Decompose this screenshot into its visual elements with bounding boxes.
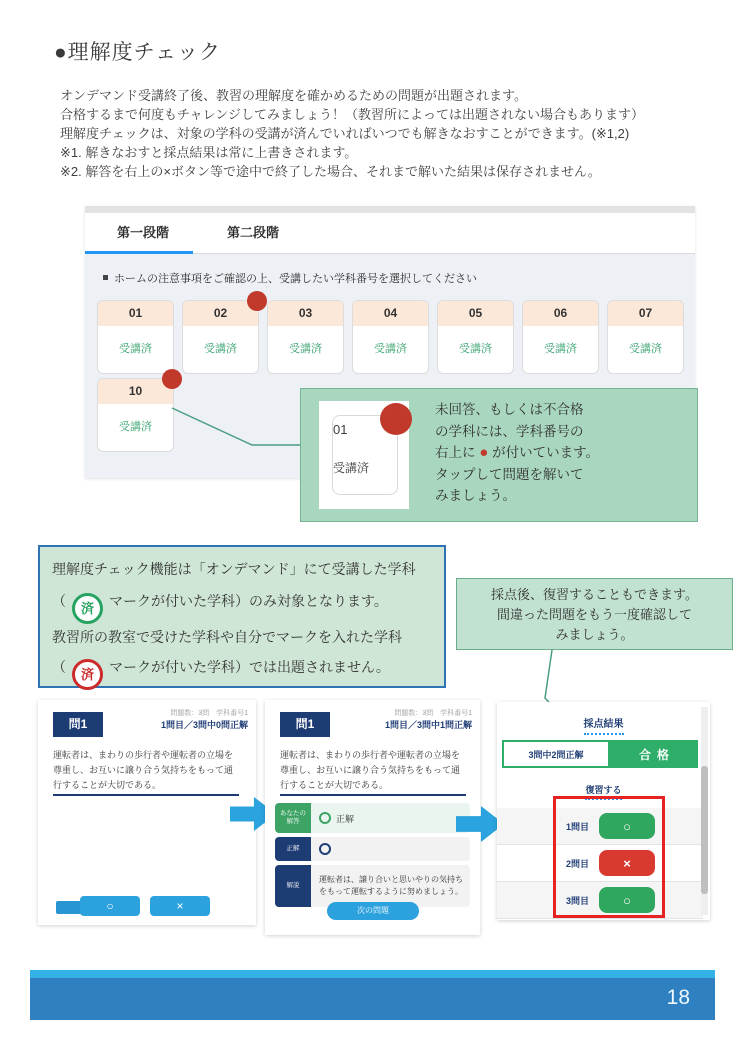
- mark-wrong-pill: ×: [599, 850, 655, 876]
- subject-number: 01: [333, 422, 348, 437]
- footer-accent-strip: [30, 970, 715, 978]
- subject-card-01[interactable]: [97, 300, 174, 374]
- next-question-button[interactable]: 次の問題: [327, 902, 419, 920]
- subject-status: 受講済: [544, 343, 577, 355]
- pass-badge: 合格: [610, 740, 698, 768]
- red-dot-glyph: ●: [479, 444, 489, 461]
- subject-card-10[interactable]: [97, 378, 174, 452]
- correct-answer-label: 正解: [275, 837, 311, 861]
- result-row-1[interactable]: [497, 808, 703, 845]
- answer-result-rows: [275, 803, 470, 911]
- subject-status: 受講済: [289, 343, 322, 355]
- result-row-label: 1問目: [565, 821, 589, 832]
- explanation-text: 運転者は、譲り合いと思いやりの気持ちをもって運転するように努めましょう。: [311, 865, 470, 907]
- window-top-strip: [85, 206, 695, 213]
- subject-number: 03: [268, 301, 343, 326]
- answer-true-button[interactable]: ○: [80, 896, 140, 916]
- question-progress: 1問目／3問中1問正解: [384, 720, 472, 730]
- question-screen-answer: [38, 700, 256, 925]
- done-badge-red: 済: [72, 659, 103, 690]
- subject-number: 02: [183, 301, 258, 326]
- subject-card-03[interactable]: [267, 300, 344, 374]
- question-meta: 問題数：3問 学科番号1: [170, 710, 248, 717]
- intro-line: ※2. 解答を右上の×ボタン等で途中で終了した場合、それまで解いた結果は保存されません。: [60, 164, 601, 179]
- score-result-title: 採点結果: [497, 714, 710, 735]
- example-subject-card: [332, 415, 398, 495]
- scope-line2: （ 済 マークが付いた学科）のみ対象となります。: [52, 591, 388, 624]
- page-number: 18: [666, 986, 690, 1009]
- intro-line: ※1. 解きなおすと採点結果は常に上書きされます。: [60, 145, 358, 160]
- alert-dot-icon: [247, 291, 267, 311]
- correct-answer-row: [275, 837, 470, 861]
- subject-status: 受講済: [119, 343, 152, 355]
- done-badge-green: 済: [72, 593, 103, 624]
- mark-correct-pill: ○: [599, 887, 655, 913]
- scope-note-box: [38, 545, 446, 688]
- explanation-row: [275, 865, 470, 907]
- question-screen-feedback: [265, 700, 480, 935]
- result-row-label: 3問目: [565, 895, 589, 906]
- alert-dot-callout: [300, 388, 698, 522]
- question-progress: 1問目／3問中0問正解: [160, 720, 248, 730]
- divider: [280, 794, 466, 796]
- scrollbar-thumb[interactable]: [701, 766, 708, 894]
- active-tab-underline: [85, 251, 193, 254]
- review-button[interactable]: 復習する: [497, 780, 710, 800]
- your-answer-row: [275, 803, 470, 833]
- subject-card-05[interactable]: [437, 300, 514, 374]
- question-number-badge: 問1: [280, 712, 330, 737]
- subject-number: 01: [98, 301, 173, 326]
- score-value: 3問中2問正解: [502, 740, 610, 768]
- question-text: 運転者は、まわりの歩行者や運転者の立場を尊重し、お互いに譲り合う気持ちをもって通行することが大切である。: [280, 750, 461, 790]
- page-title: ●理解度チェック: [54, 41, 222, 64]
- alert-dot-icon: [380, 403, 412, 435]
- score-bar: [502, 740, 698, 768]
- circle-mark-icon: [319, 812, 331, 824]
- your-answer-value: 正解: [336, 813, 355, 824]
- subject-card-02[interactable]: [182, 300, 259, 374]
- footer-main-bar: [30, 978, 715, 1020]
- divider: [53, 794, 239, 796]
- intro-line: 理解度チェックは、対象の学科の受講が済んでいればいつでも解きなおすことができます。(※1,2): [60, 126, 630, 141]
- score-result-screen: [497, 702, 710, 920]
- question-number-badge: 問1: [53, 712, 103, 737]
- mark-correct-pill: ○: [599, 813, 655, 839]
- subject-number: 05: [438, 301, 513, 326]
- alert-dot-icon: [162, 369, 182, 389]
- stage-tabbar: [85, 213, 695, 254]
- intro-line: オンデマンド受講終了後、教習の理解度を確かめるための問題が出題されます。: [60, 88, 527, 103]
- example-card-panel: [319, 401, 409, 509]
- explanation-label: 解説: [275, 865, 311, 907]
- subject-card-07[interactable]: [607, 300, 684, 374]
- question-text: 運転者は、まわりの歩行者や運転者の立場を尊重し、お互いに譲り合う気持ちをもって通行することが大切である。: [53, 750, 234, 790]
- subject-card-06[interactable]: [522, 300, 599, 374]
- result-row-label: 2問目: [565, 858, 589, 869]
- result-row-3[interactable]: [497, 882, 703, 919]
- scope-line1: 理解度チェック機能は「オンデマンド」にて受講した学科: [52, 561, 416, 577]
- subject-status: 受講済: [119, 421, 152, 433]
- review-callout: 採点後、復習することもできます。 間違った問題をもう一度確認して みましょう。: [456, 578, 733, 650]
- subject-number: 06: [523, 301, 598, 326]
- notice-text: ホームの注意事項をご確認の上、受講したい学科番号を選択してください: [103, 270, 477, 286]
- subject-number: 10: [98, 379, 173, 404]
- question-result-list: [497, 808, 703, 919]
- subject-card-04[interactable]: [352, 300, 429, 374]
- tab-stage-2[interactable]: 第二段階: [226, 225, 279, 240]
- result-row-2[interactable]: [497, 845, 703, 882]
- subject-number: 04: [353, 301, 428, 326]
- subject-status: 受講済: [333, 461, 370, 475]
- scope-line4: （ 済 マークが付いた学科）では出題されません。: [52, 657, 390, 690]
- answer-false-button[interactable]: ×: [150, 896, 210, 916]
- subject-status: 受講済: [204, 343, 237, 355]
- bullet-square-icon: [103, 275, 108, 280]
- subject-number: 07: [608, 301, 683, 326]
- callout-text: 未回答、もしくは不合格 の学科には、学科番号の 右上に ● が付いています。 タップして問題を解いて みましょう。: [435, 402, 599, 503]
- tab-stage-1[interactable]: 第一段階: [116, 225, 169, 240]
- footer-bar: [30, 970, 715, 1020]
- scope-line3: 教習所の教室で受けた学科や自分でマークを入れた学科: [52, 629, 402, 645]
- question-meta: 問題数：3問 学科番号1: [394, 710, 472, 717]
- subject-status: 受講済: [629, 343, 662, 355]
- intro-line: 合格するまで何度もチャレンジしてみましょう！（教習所によっては出題されない場合もあります）: [60, 107, 644, 122]
- your-answer-label: あなたの解答: [275, 803, 311, 833]
- intro-text: [60, 86, 644, 181]
- subject-status: 受講済: [374, 343, 407, 355]
- circle-mark-icon: [319, 843, 331, 855]
- subject-status: 受講済: [459, 343, 492, 355]
